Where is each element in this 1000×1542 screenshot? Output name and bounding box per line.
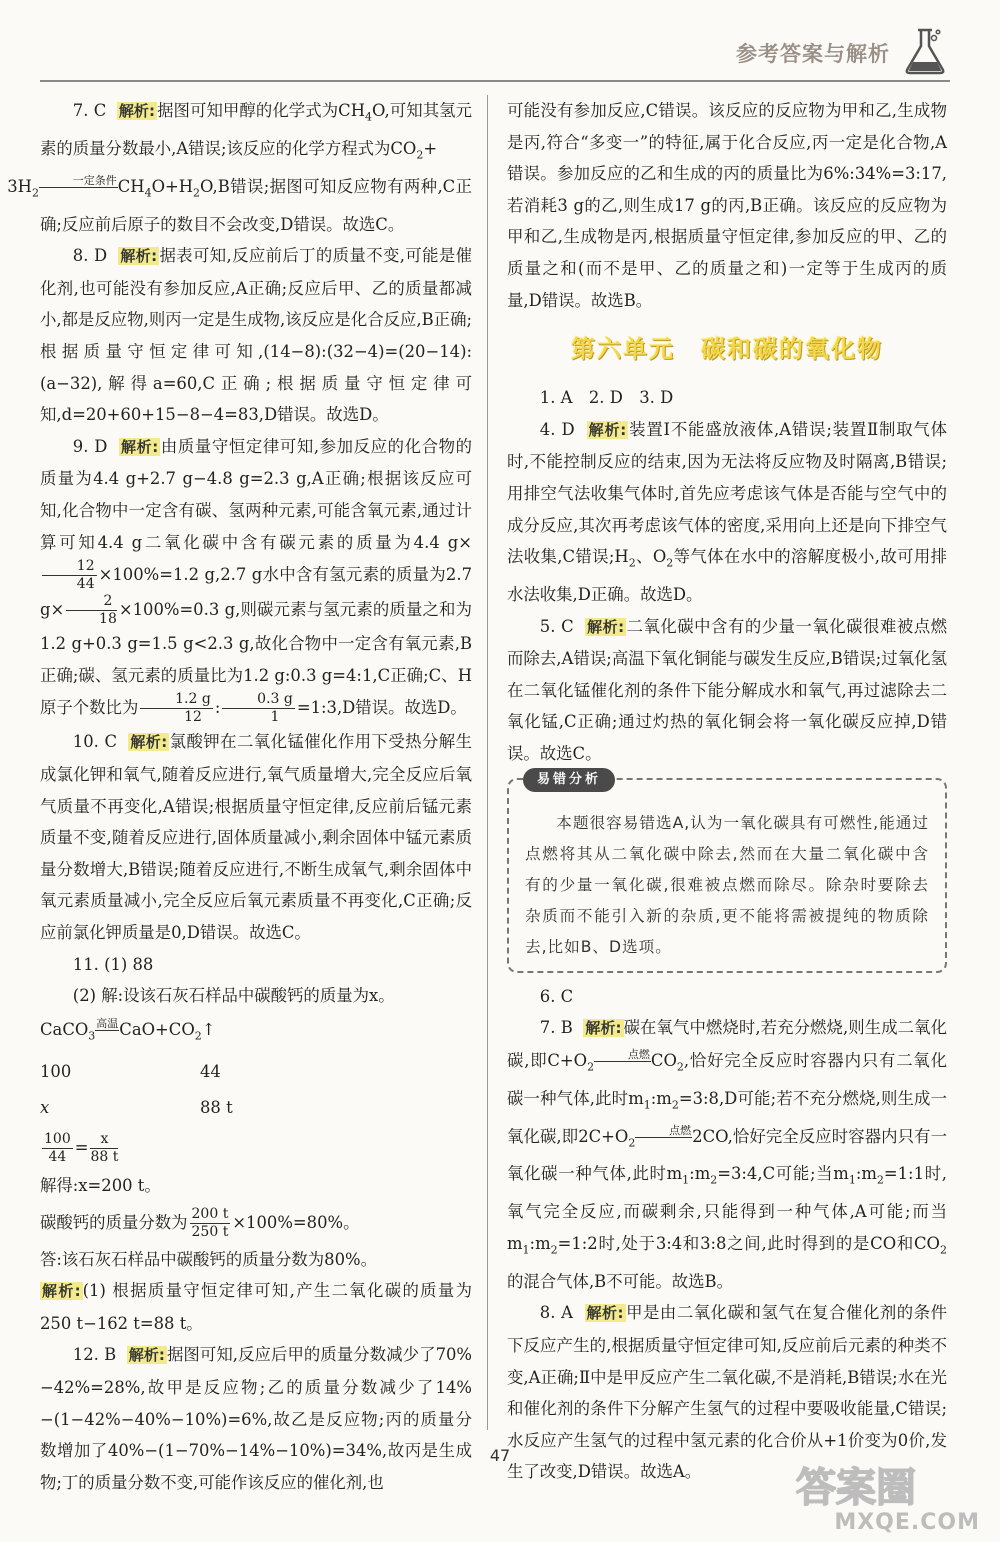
answer-line: 答:该石灰石样品中碳酸钙的质量分数为80%。	[40, 1249, 377, 1269]
answer-q5: 5. C 解析: 二氧化碳中含有的少量一氧化碳很难被点燃而除去,A错误;高温下氧化铜能与碳发生反应,B错误;过氧化氢在二氧化锰催化剂的条件下能分解成水和氧气,再过滤除去二氧化锰,C正确;通过灼热的氧化铜会将一氧化碳反应掉,D错误。故选C。	[507, 616, 948, 763]
answer-q7: 7. C 解析: 据图可知甲醇的化学式为$CH_4O$,可知其氢元素的质量分数最小,A错误;该反应的化学方程式为$CO_2+$ $3H_2$一定条件$CH_4O+H_2O,B$错误;据图可知反应物有两种,C正确;反应前后原子的数目不会改变,D错误。故选C。	[7, 101, 473, 234]
answers-1-3: 1. A 2. D 3. D	[539, 388, 674, 408]
page-header	[0, 0, 1000, 82]
answer-q8: 8. D 解析: 据表可知,反应前后丁的质量不变,可能是催化剂,也可能没有参加反应,A正确;反应后甲、乙的质量都减小,都是反应物,则丙一定是生成物,该反应是化合反应,B正确;根据质量守恒定律可知,(14−8):(32−4)=(20−14):(a−32),解得a=60,C正确;根据质量守恒定律可知,d=20+60+15−8−4=83,D错误。故选D。	[40, 246, 473, 425]
analysis-tag: 解析:	[588, 420, 627, 439]
fraction: $\frac{12}{44}$	[42, 558, 97, 593]
analysis-tag: 解析:	[42, 1282, 81, 1301]
column-divider	[487, 95, 488, 1430]
analysis-tag: 解析:	[128, 1346, 165, 1365]
reaction-condition: 高温	[96, 1016, 119, 1030]
analysis-tag: 解析:	[120, 247, 158, 266]
chemical-equation: CaCO$_3$高温$CaO+CO_2↑$	[40, 1016, 216, 1042]
analysis-tag: 解析:	[586, 1304, 624, 1323]
analysis-tag: 解析:	[587, 617, 625, 636]
error-analysis-box	[507, 771, 947, 973]
analysis-tag: 解析:	[118, 102, 155, 120]
fraction: $\frac{0.3 g}{1}$	[222, 691, 294, 726]
header-rule	[40, 80, 950, 82]
answer-q7: 7. B 解析: 碳在氧气中燃烧时,若充分燃烧,则生成二氧化碳,即$C+O_2$点燃$CO_2$,恰好完全反应时容器内只有二氧化碳一种气体,此时$m_1:m_2=3:8,D$可能;若不充分燃烧,则生成一氧化碳,即$2C+O_2$点燃2CO,恰好完全反应时容器内只有一氧化碳一种气体,此时$m_1:m_2=3:4,C$可能;当$m_1:m_2=1:1$时,氧气完全反应,而碳剩余,只能得到一种气体,A可能;而当$m_1:m_2=1:2$时,处于3:4和3:8之间,此时得到的是CO和$CO_2$的混合气体,B不可能。故选B。	[507, 1018, 947, 1291]
reaction-condition: 点燃	[594, 1049, 651, 1062]
watermark-text: MXQE.COM	[834, 1510, 980, 1535]
answer-q11-analysis: 解析: (1) 根据质量守恒定律可知,产生二氧化碳的质量为250 t−162 t=88 t。	[40, 1281, 472, 1333]
mass-fraction-line: 碳酸钙的质量分数为 $\frac{200 t}{250 t}$ ×100%=80%。	[40, 1205, 360, 1240]
analysis-tag: 解析:	[121, 437, 159, 456]
molar-mass-row: 100 44	[40, 1061, 221, 1081]
answer-q4: 4. D 解析: 装置Ⅰ不能盛放液体,A错误;装置Ⅱ制取气体时,不能控制反应的结束,因为无法将反应物及时隔离,B错误;用排空气法收集气体时,首先应考虑该气体是否能与空气中的成分反应,其次再考虑该气体的密度,采用向上还是向下排空气法收集,C错误$;H_2$、$O_2$等气体在水中的溶解度极小,故可用排水法收集,D正确。故选D。	[507, 419, 948, 604]
fraction: $\frac{1.2 g}{12}$	[140, 691, 212, 726]
header-title: 参考答案与解析	[736, 42, 890, 66]
reaction-condition: 一定条件	[39, 175, 118, 188]
reaction-condition: 点燃	[635, 1125, 692, 1138]
mass-row: x 88 t	[40, 1097, 233, 1117]
solve-line: 解得:x=200 t。	[40, 1175, 161, 1195]
answer-q8: 8. A 解析: 甲是由二氧化碳和氢气在复合催化剂的条件下反应产生的,根据质量守恒定律可知,反应前后元素的种类不变,A正确;Ⅱ中是甲反应产生二氧化碳,不是消耗,B错误;水在光和催化剂的条件下分解产生氢气的过程中要吸收能量,C错误;水反应产生氢气的过程中氢元素的化合价从+1价变为0价,发生了改变,D错误。故选A。	[507, 1303, 948, 1482]
answer-q6: 6. C	[539, 986, 574, 1006]
left-column	[7, 95, 473, 1498]
analysis-tag: 解析:	[585, 1019, 622, 1038]
answer-q10: 10. C 解析: 氯酸钾在二氧化锰催化作用下受热分解生成氯化钾和氧气,随着反应进行,氧气质量增大,完全反应后氧气质量不再变化,A错误;根据质量守恒定律,反应前后锰元素质量不变,随着反应进行,固体质量减小,剩余固体中锰元素质量分数增大,B错误;随着反应进行,不断生成氧气,剩余固体中氧元素质量减小,完全反应后氧元素质量不再变化,C正确;反应前氯化钾质量是0,D错误。故选C。	[40, 732, 473, 942]
answer-q12: 12. B 解析: 据图可知,反应后甲的质量分数减少了70%−42%=28%,故甲是反应物;乙的质量分数减少了14%−(1−42%−40%−10%)=6%,故乙是反应物;丙的质量分数增加了40%−(1−70%−14%−10%)=34%,故丙是生成物;丁的质量分数不变,可能作该反应的催化剂,也	[40, 1345, 473, 1492]
error-analysis-text: 本题很容易错选A,认为一氧化碳具有可燃性,能通过点燃将其从二氧化碳中除去,然而在大量二氧化碳中含有的少量一氧化碳,很难被点燃而除尽。除杂时要除去杂质而不能引入新的杂质,更不能将需被提纯的物质除去,比如B、D选项。	[525, 813, 929, 956]
answer-q12-continued: 可能没有参加反应,C错误。该反应的反应物为甲和乙,生成物是丙,符合“多变一”的特征,属于化合反应,丙一定是化合物,A错误。参加反应的乙和生成的丙的质量比为6%:34%=3:17,若消耗3 g的乙,则生成17 g的丙,B正确。该反应的反应物为甲和乙,生成物是丙,根据质量守恒定律,参加反应的甲、乙的质量之和(而不是甲、乙的质量之和)一定等于生成丙的质量,D错误。故选B。	[507, 101, 947, 310]
right-column	[507, 95, 947, 1488]
watermark-chars: 答案圈	[796, 1465, 916, 1511]
analysis-tag: 解析:	[130, 733, 168, 752]
error-analysis-label: 易错分析	[523, 768, 615, 792]
proportion: $\frac{100}{44}$ = $\frac{x}{88 t}$	[44, 1130, 119, 1165]
fraction: $\frac{2}{18}$	[66, 593, 117, 628]
page-number: 47	[489, 1446, 511, 1465]
flask-icon	[902, 26, 948, 76]
answer-q11-part1: 11. (1) 88	[72, 954, 154, 974]
section-title: 第六单元 碳和碳的氧化物	[571, 335, 883, 364]
answer-q11-part2: (2) 解:设该石灰石样品中碳酸钙的质量为x。	[72, 986, 395, 1006]
answer-q9: 9. D 解析: 由质量守恒定律可知,参加反应的化合物的质量为4.4 g+2.7 g−4.8 g=2.3 g,A正确;根据该反应可知,化合物中一定含有碳、氢两种元素,可能含氧元素,通过计算可知4.4 g二氧化碳中含有碳元素的质量为4.4 g× $\frac{12}{44}$ ×100%=1.2 g,2.7 g水中含有氢元素的质量为2.7 g× $\frac{2}{18}$ ×100%=0.3 g,则碳元素与氢元素的质量之和为1.2 g+0.3 g=1.5 g<2.3 g,故化合物中一定含有氧元素,B正确;碳、氢元素的质量比为1.2 g:0.3 g=4:1,C正确;C、H原子个数比为 $\frac{1.2 g}{12}$ : $\frac{0.3 g}{1}$ =1:3,D错误。故选D。	[40, 436, 473, 726]
